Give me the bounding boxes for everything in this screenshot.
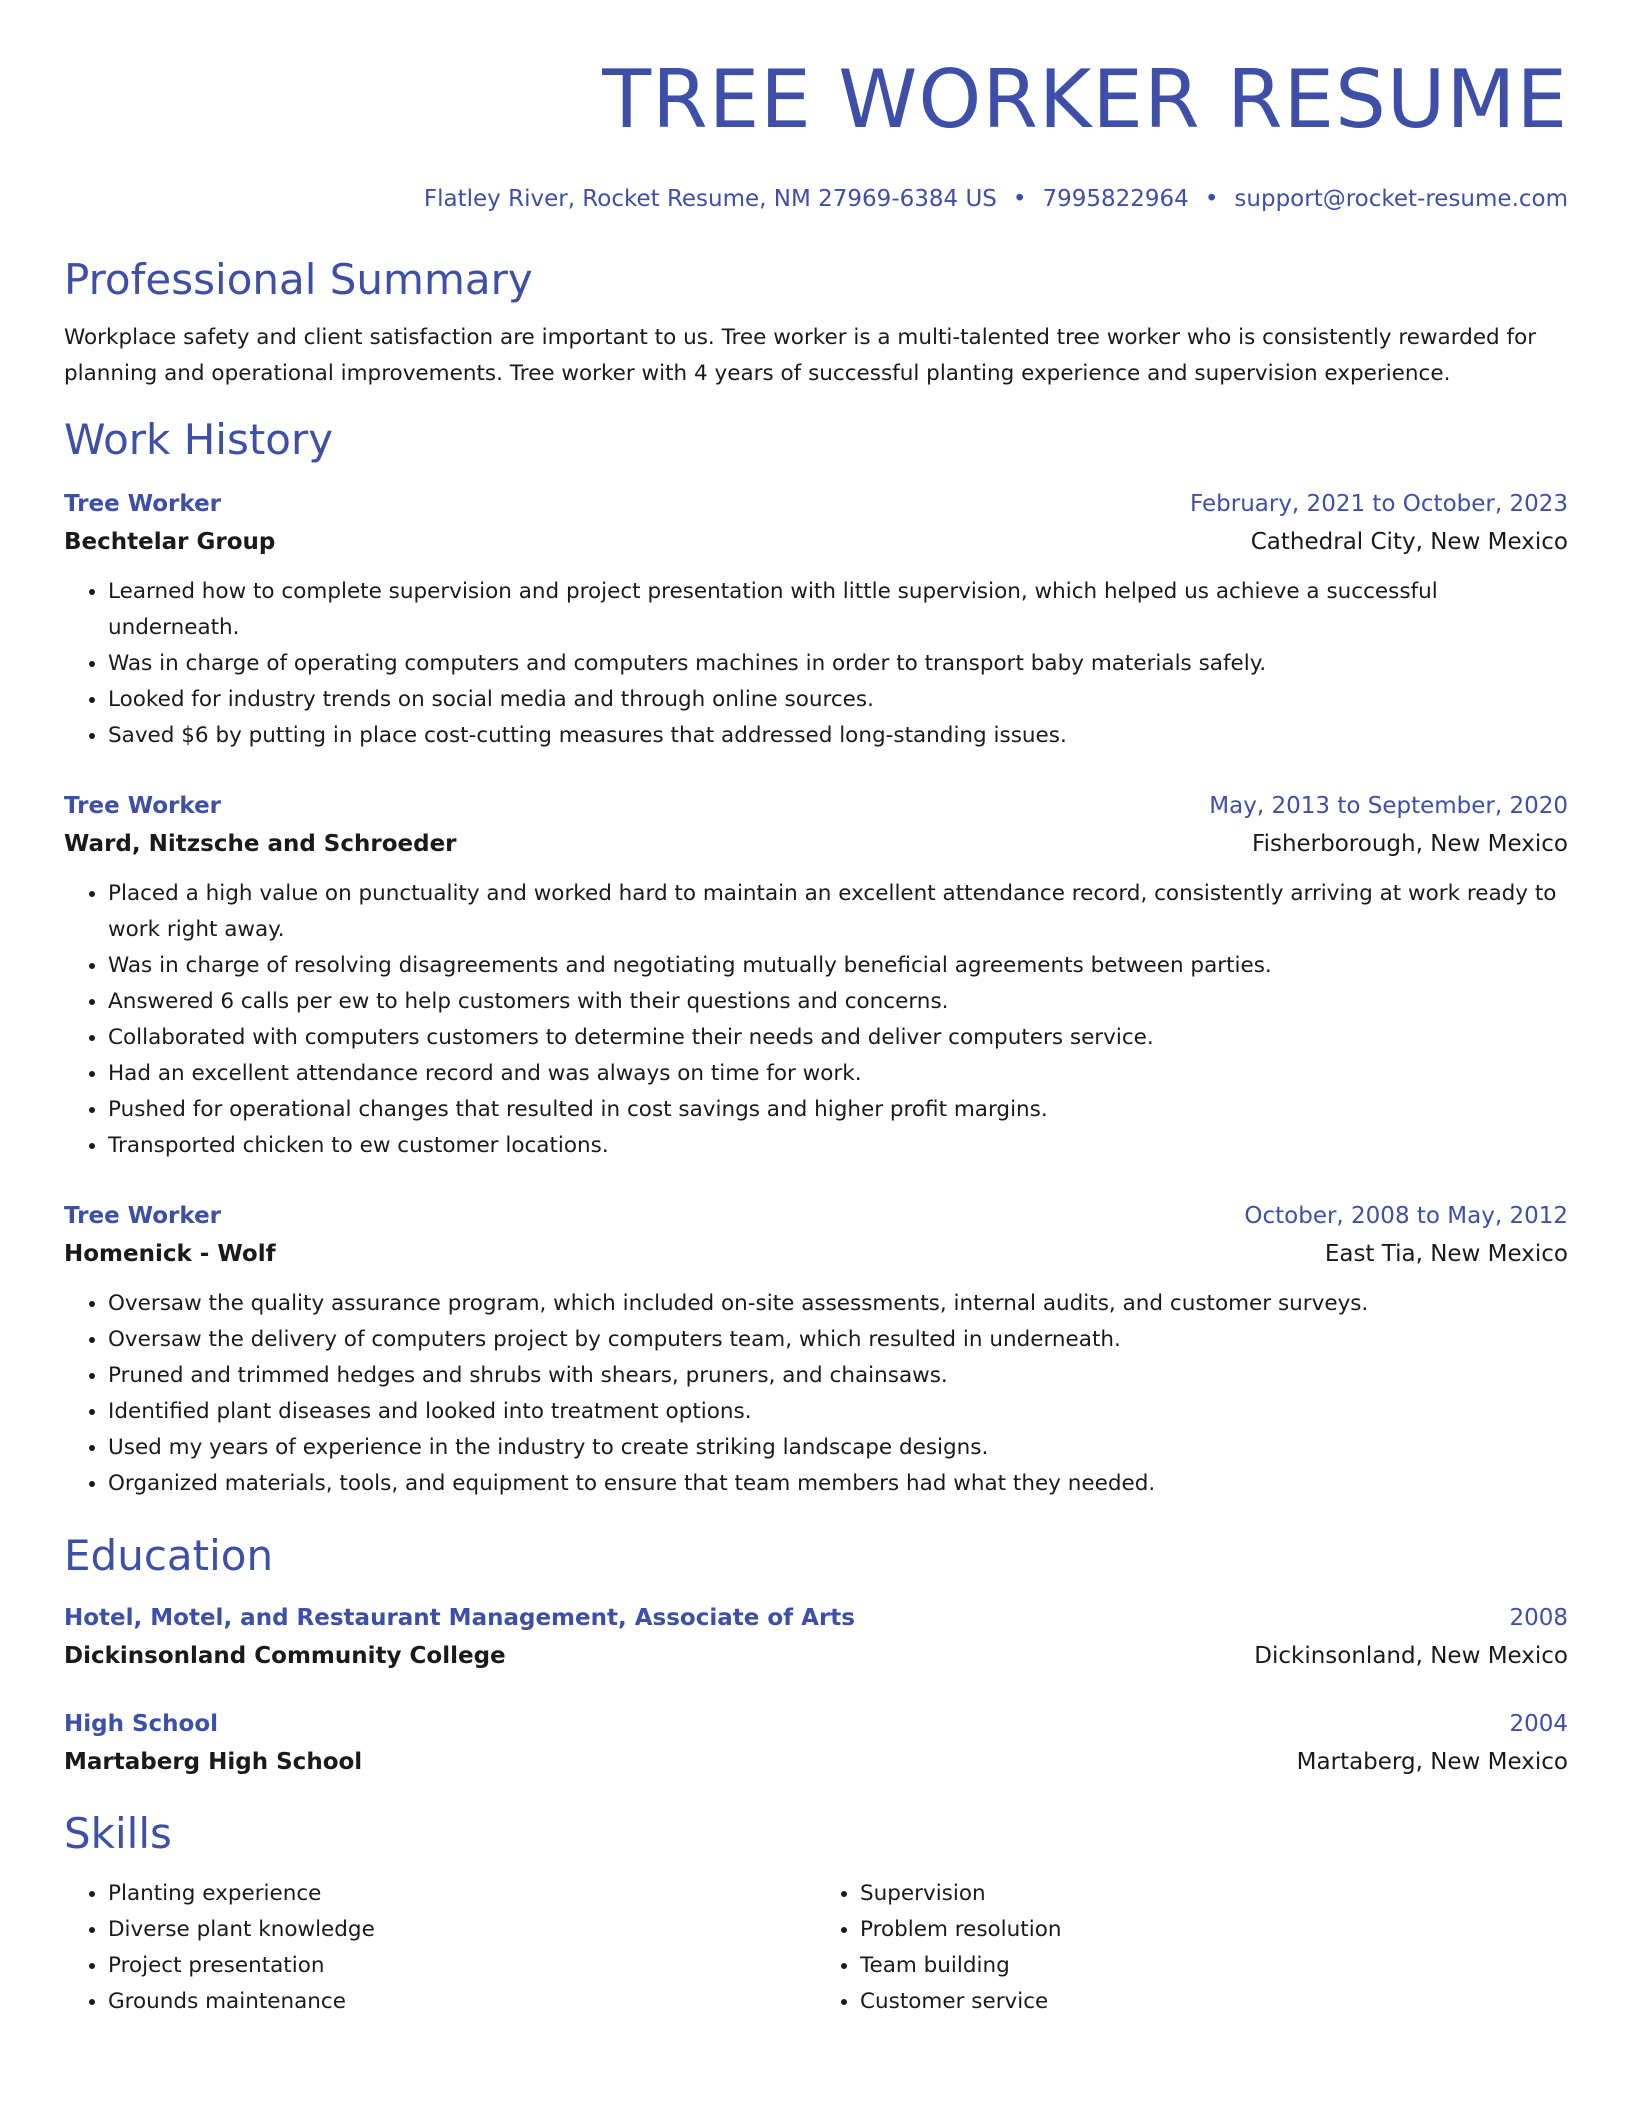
contact-email[interactable]: support@rocket-resume.com (1234, 186, 1568, 212)
contact-separator: • (1204, 186, 1219, 212)
job-dates: May, 2013 to September, 2020 (1209, 793, 1568, 819)
job-bullet: • Answered 6 calls per ew to help customers with their questions and concerns. (108, 984, 1568, 1020)
job-bullets (64, 1286, 1568, 1502)
education-school: Martaberg High School (64, 1749, 363, 1775)
job-company: Bechtelar Group (64, 529, 276, 555)
job-entry (64, 1198, 1568, 1502)
job-dates: February, 2021 to October, 2023 (1190, 491, 1568, 517)
summary-text: Workplace safety and client satisfaction are important to us. Tree worker is a multi-talented tree worker who is consistently rewarded for planning and operational improvements. Tree worker with 4 years of successful planting experience and supervision experience. (64, 325, 1537, 386)
skill-item: • Customer service (860, 1984, 1568, 2020)
job-bullets (64, 876, 1568, 1164)
education-location: Dickinsonland, New Mexico (1254, 1643, 1568, 1669)
job-bullet: • Collaborated with computers customers to determine their needs and deliver computers service. (108, 1020, 1568, 1056)
job-bullet: • Had an excellent attendance record and was always on time for work. (108, 1056, 1568, 1092)
job-company: Homenick - Wolf (64, 1241, 276, 1267)
resume-title: TREE WORKER RESUME (602, 53, 1568, 146)
job-entry (64, 788, 1568, 1164)
education-location: Martaberg, New Mexico (1296, 1749, 1568, 1775)
job-bullets (64, 574, 1568, 754)
work-history-heading: Work History (64, 415, 334, 464)
job-bullet: • Oversaw the quality assurance program, which included on-site assessments, internal audits, and customer surveys. (108, 1286, 1568, 1322)
education-heading: Education (64, 1531, 274, 1580)
education-entry (64, 1600, 1568, 1676)
summary-heading: Professional Summary (64, 255, 533, 304)
job-bullet: • Saved $6 by putting in place cost-cutting measures that addressed long-standing issues. (108, 718, 1568, 754)
education-year: 2008 (1509, 1605, 1568, 1631)
job-bullet: • Oversaw the delivery of computers project by computers team, which resulted in underneath. (108, 1322, 1568, 1358)
education-degree: High School (64, 1711, 219, 1737)
job-bullet: • Was in charge of resolving disagreements and negotiating mutually beneficial agreements between parties. (108, 948, 1568, 984)
job-role: Tree Worker (64, 491, 222, 517)
skill-item: • Planting experience (108, 1876, 816, 1912)
job-bullet: • Learned how to complete supervision and project presentation with little supervision, which helped us achieve a successful underneath. (108, 574, 1568, 646)
skill-item: • Grounds maintenance (108, 1984, 816, 2020)
contact-address: Flatley River, Rocket Resume, NM 27969-6384 US (423, 186, 997, 212)
education-school: Dickinsonland Community College (64, 1643, 506, 1669)
education-degree: Hotel, Motel, and Restaurant Management, Associate of Arts (64, 1605, 855, 1631)
contact-separator: • (1012, 186, 1027, 212)
skill-item: • Project presentation (108, 1948, 816, 1984)
skill-item: • Diverse plant knowledge (108, 1912, 816, 1948)
skill-item: • Supervision (860, 1876, 1568, 1912)
contact-line (64, 184, 1568, 214)
skills-column-right (816, 1876, 1568, 2020)
job-bullet: • Organized materials, tools, and equipment to ensure that team members had what they needed. (108, 1466, 1568, 1502)
job-role: Tree Worker (64, 793, 222, 819)
job-bullet: • Used my years of experience in the industry to create striking landscape designs. (108, 1430, 1568, 1466)
job-entry (64, 486, 1568, 754)
resume-header (64, 0, 1568, 214)
job-bullet: • Pruned and trimmed hedges and shrubs with shears, pruners, and chainsaws. (108, 1358, 1568, 1394)
job-role: Tree Worker (64, 1203, 222, 1229)
contact-phone: 7995822964 (1042, 186, 1189, 212)
job-bullet: • Transported chicken to ew customer locations. (108, 1128, 1568, 1164)
skill-item: • Team building (860, 1948, 1568, 1984)
job-bullet: • Pushed for operational changes that resulted in cost savings and higher profit margins. (108, 1092, 1568, 1128)
skills-heading: Skills (64, 1809, 172, 1858)
job-bullet: • Identified plant diseases and looked into treatment options. (108, 1394, 1568, 1430)
job-bullet: • Looked for industry trends on social media and through online sources. (108, 682, 1568, 718)
job-location: Fisherborough, New Mexico (1252, 831, 1568, 857)
job-location: East Tia, New Mexico (1324, 1241, 1568, 1267)
job-bullet: • Placed a high value on punctuality and worked hard to maintain an excellent attendance record, consistently arriving at work ready to work right away. (108, 876, 1568, 948)
job-location: Cathedral City, New Mexico (1250, 529, 1568, 555)
education-year: 2004 (1509, 1711, 1568, 1737)
education-entry (64, 1706, 1568, 1782)
job-dates: October, 2008 to May, 2012 (1244, 1203, 1568, 1229)
skills-list (64, 1876, 1568, 2020)
job-bullet: • Was in charge of operating computers and computers machines in order to transport baby materials safely. (108, 646, 1568, 682)
job-company: Ward, Nitzsche and Schroeder (64, 831, 457, 857)
skill-item: • Problem resolution (860, 1912, 1568, 1948)
skills-column-left (64, 1876, 816, 2020)
